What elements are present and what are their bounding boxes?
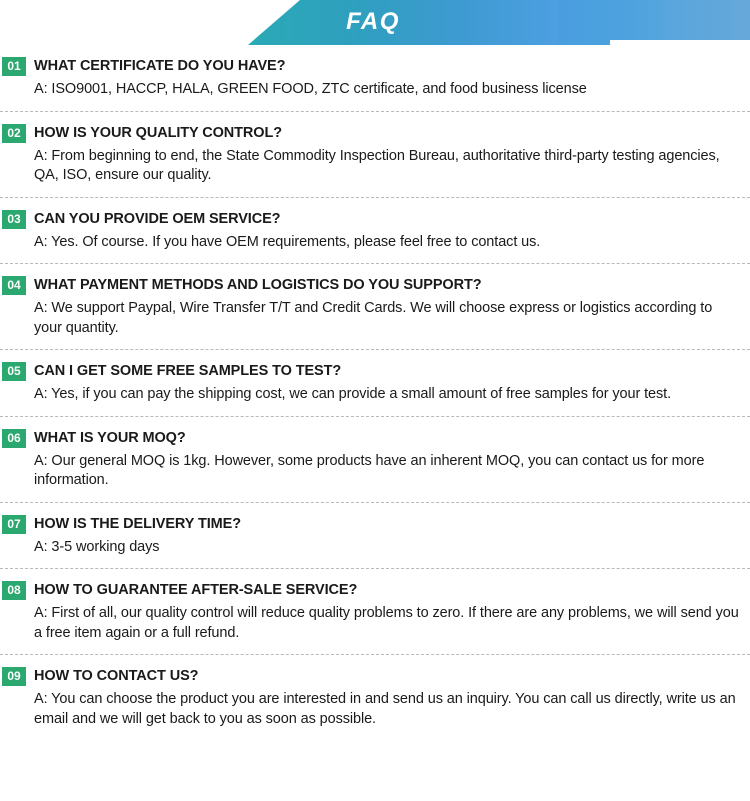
faq-item <box>0 198 750 265</box>
faq-question: WHAT CERTIFICATE DO YOU HAVE? <box>34 58 286 74</box>
faq-question: HOW IS THE DELIVERY TIME? <box>34 515 241 532</box>
faq-answer: A: You can choose the product you are interested in and send us an inquiry. You can call us directly, write us an email and we will get back to you as soon as possible. <box>34 691 736 727</box>
faq-item <box>0 264 750 350</box>
faq-question: HOW TO GUARANTEE AFTER-SALE SERVICE? <box>34 582 358 598</box>
faq-item <box>0 655 750 740</box>
faq-number-badge: 01 <box>2 57 26 76</box>
faq-answer: A: Our general MOQ is 1kg. However, some products have an inherent MOQ, you can contact us for more information. <box>34 452 705 488</box>
faq-item <box>0 417 750 503</box>
faq-answer: A: Yes, if you can pay the shipping cost, we can provide a small amount of free samples for your test. <box>34 386 672 402</box>
faq-question: HOW IS YOUR QUALITY CONTROL? <box>34 124 282 141</box>
faq-number-badge: 02 <box>2 124 26 143</box>
faq-answer: A: 3-5 working days <box>34 538 160 555</box>
faq-item <box>0 350 750 417</box>
faq-question: WHAT PAYMENT METHODS AND LOGISTICS DO YOU SUPPORT? <box>34 277 482 293</box>
faq-item <box>0 112 750 198</box>
faq-number-badge: 08 <box>2 581 26 600</box>
faq-number-badge: 07 <box>2 515 26 534</box>
faq-question: CAN I GET SOME FREE SAMPLES TO TEST? <box>34 363 342 379</box>
faq-number-badge: 04 <box>2 276 26 295</box>
faq-answer: A: Yes. Of course. If you have OEM requirements, please feel free to contact us. <box>34 233 541 250</box>
faq-answer: A: First of all, our quality control will reduce quality problems to zero. If there are any problems, we will send you a free item again or a full refund. <box>34 605 739 641</box>
faq-number-badge: 06 <box>2 429 26 448</box>
page-title: FAQ <box>346 8 400 35</box>
faq-item <box>0 569 750 655</box>
faq-answer: A: From beginning to end, the State Commodity Inspection Bureau, authoritative third-party testing agencies, QA, ISO, ensure our quality. <box>34 147 720 183</box>
faq-number-badge: 09 <box>2 667 26 686</box>
faq-question: HOW TO CONTACT US? <box>34 668 199 684</box>
faq-item <box>0 503 750 570</box>
faq-question: WHAT IS YOUR MOQ? <box>34 429 186 446</box>
faq-list <box>0 45 750 740</box>
faq-number-badge: 03 <box>2 210 26 229</box>
faq-item <box>0 45 750 112</box>
faq-header-banner <box>0 0 750 45</box>
faq-answer: A: We support Paypal, Wire Transfer T/T and Credit Cards. We will choose express or logistics according to your quantity. <box>34 300 713 336</box>
faq-answer: A: ISO9001, HACCP, HALA, GREEN FOOD, ZTC certificate, and food business license <box>34 81 587 97</box>
faq-number-badge: 05 <box>2 362 26 381</box>
faq-question: CAN YOU PROVIDE OEM SERVICE? <box>34 210 281 227</box>
